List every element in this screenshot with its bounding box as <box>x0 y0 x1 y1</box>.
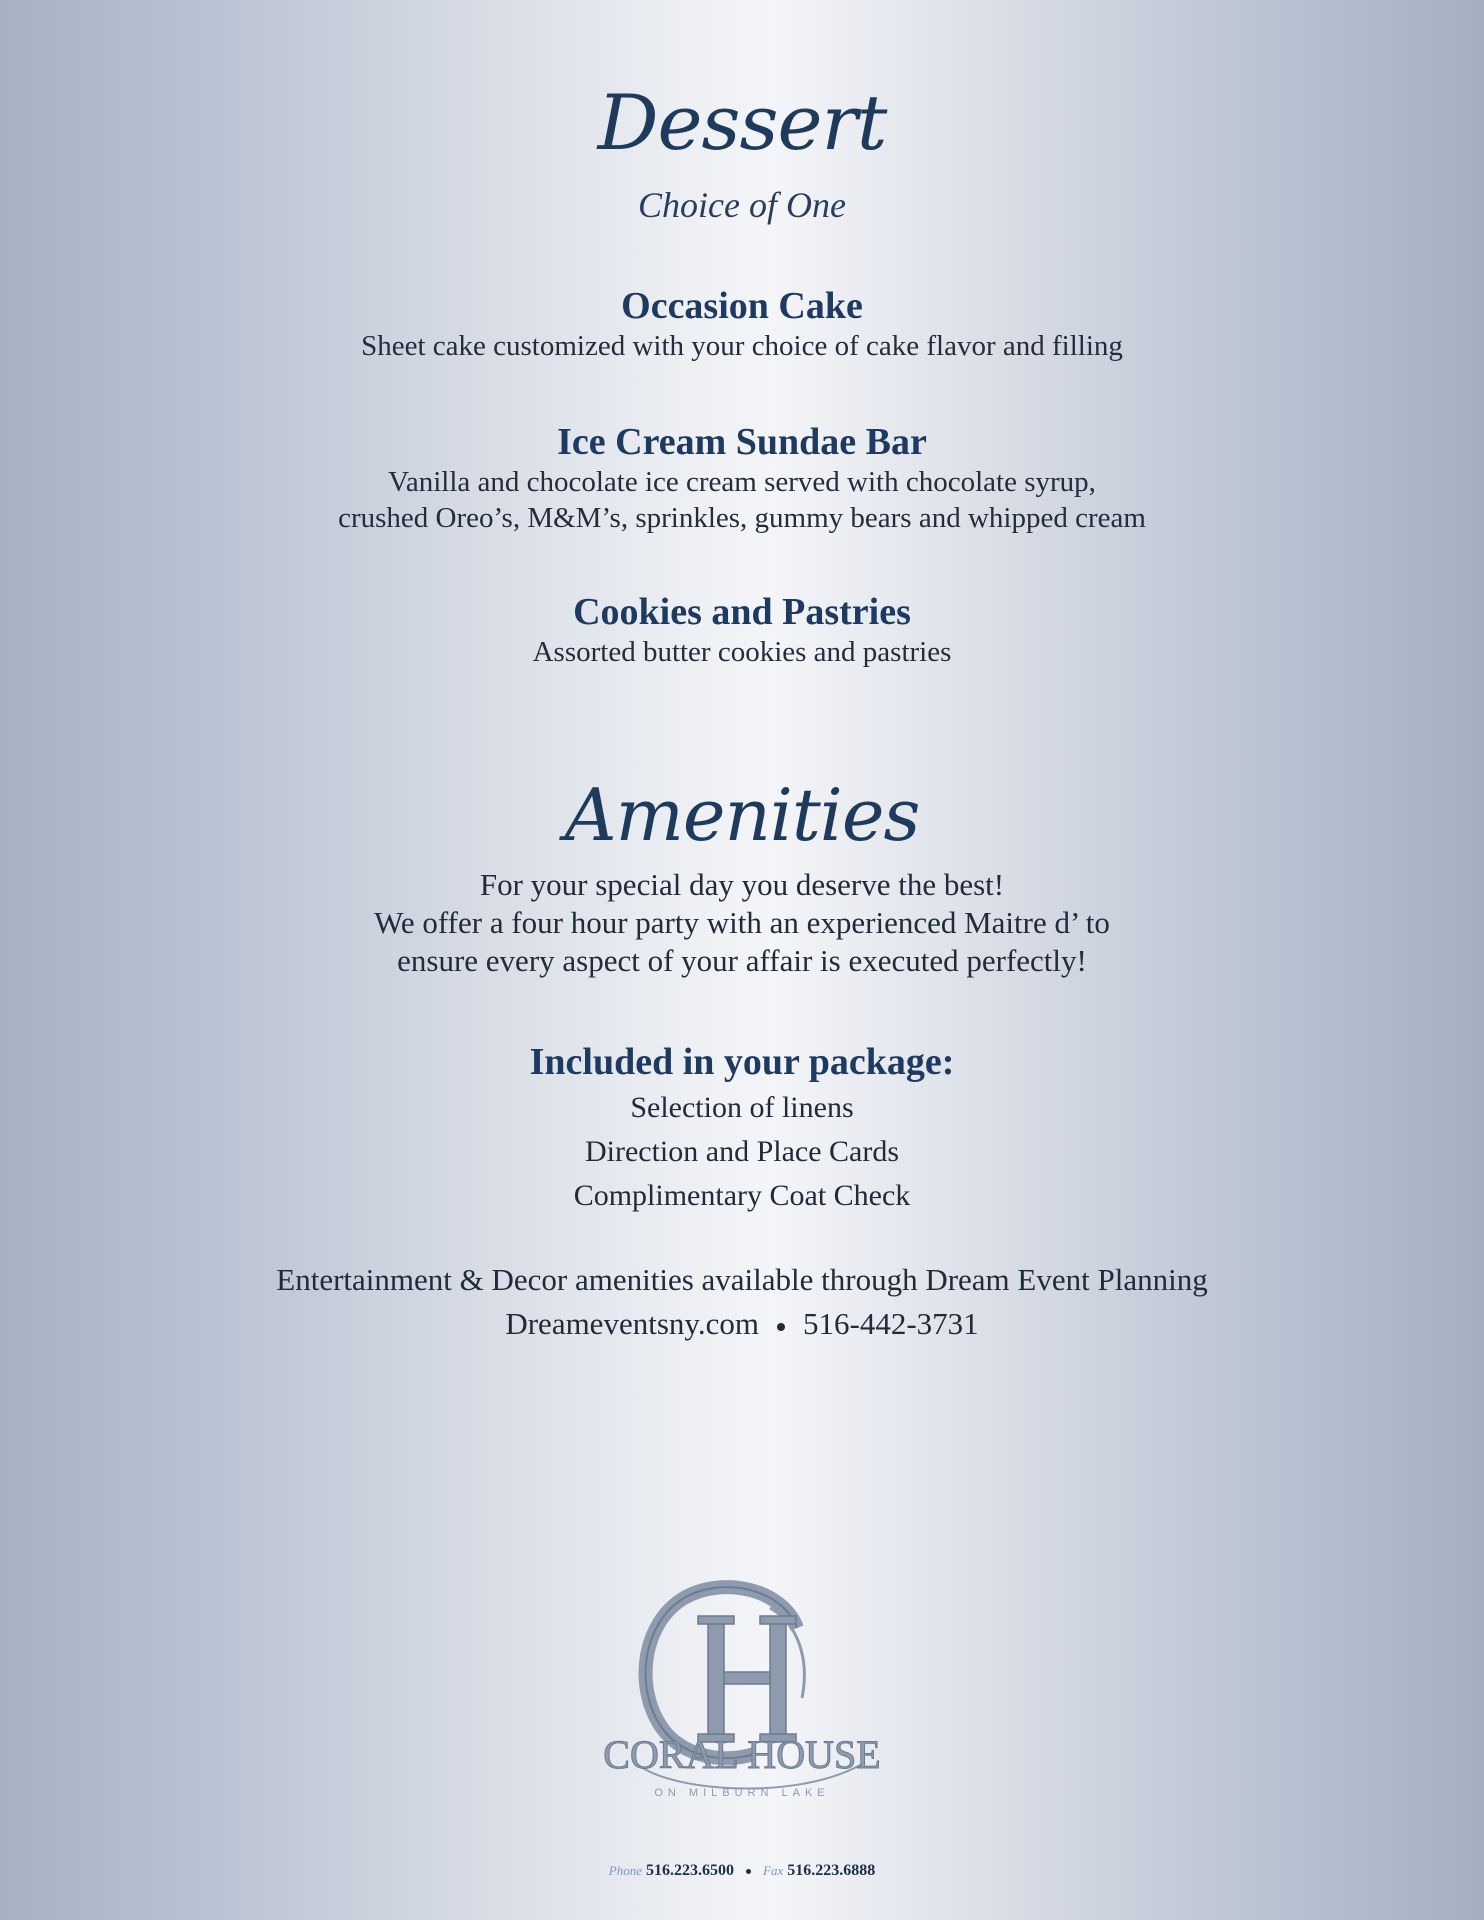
item-name: Ice Cream Sundae Bar <box>557 421 927 463</box>
footer-phone: 516.223.6500 <box>646 1862 734 1879</box>
amenities-intro <box>0 866 1484 980</box>
fax-label: Fax <box>763 1863 784 1878</box>
item-description: Assorted butter cookies and pastries <box>532 636 952 668</box>
contact-phone: 516-442-3731 <box>803 1306 979 1341</box>
bullet-separator <box>746 1869 751 1874</box>
footer-contact <box>0 1862 1484 1880</box>
package-heading: Included in your package: <box>529 1041 955 1083</box>
footer-fax: 516.223.6888 <box>787 1862 876 1879</box>
item-name: Cookies and Pastries <box>573 591 911 633</box>
amenities-title: Amenities <box>564 773 920 857</box>
entertainment-line: Entertainment & Decor amenities available through Dream Event Planning <box>276 1262 1208 1297</box>
bullet-separator <box>777 1323 785 1331</box>
package-item: Direction and Place Cards <box>584 1135 900 1168</box>
item-description-line: Vanilla and chocolate ice cream served with chocolate syrup, <box>388 466 1096 498</box>
logo-tagline: ON MILBURN LAKE <box>654 1787 830 1799</box>
contact-website: Dreameventsny.com <box>505 1306 759 1341</box>
phone-label: Phone <box>608 1863 642 1878</box>
dessert-item-cookies-and-pastries <box>0 590 1484 670</box>
item-name: Occasion Cake <box>621 285 863 327</box>
logo-name: CORAL HOUSE <box>603 1732 881 1777</box>
intro-line: We offer a four hour party with an experienced Maitre d’ to <box>374 905 1110 940</box>
dessert-title: Dessert <box>597 78 887 167</box>
intro-line: ensure every aspect of your affair is executed perfectly! <box>397 943 1087 978</box>
contact-line <box>0 1306 1484 1342</box>
item-description-line: crushed Oreo’s, M&M’s, sprinkles, gummy bears and whipped cream <box>338 502 1146 534</box>
item-description: Sheet cake customized with your choice of cake flavor and filling <box>361 330 1123 362</box>
coral-house-logo <box>592 1568 892 1816</box>
package-item: Selection of linens <box>630 1091 854 1124</box>
intro-line: For your special day you deserve the best! <box>479 867 1005 902</box>
package-item: Complimentary Coat Check <box>573 1179 911 1212</box>
dessert-subtitle: Choice of One <box>638 185 846 225</box>
dessert-item-ice-cream-sundae-bar <box>0 420 1484 536</box>
dessert-item-occasion-cake <box>0 284 1484 364</box>
package-list <box>0 1086 1484 1218</box>
